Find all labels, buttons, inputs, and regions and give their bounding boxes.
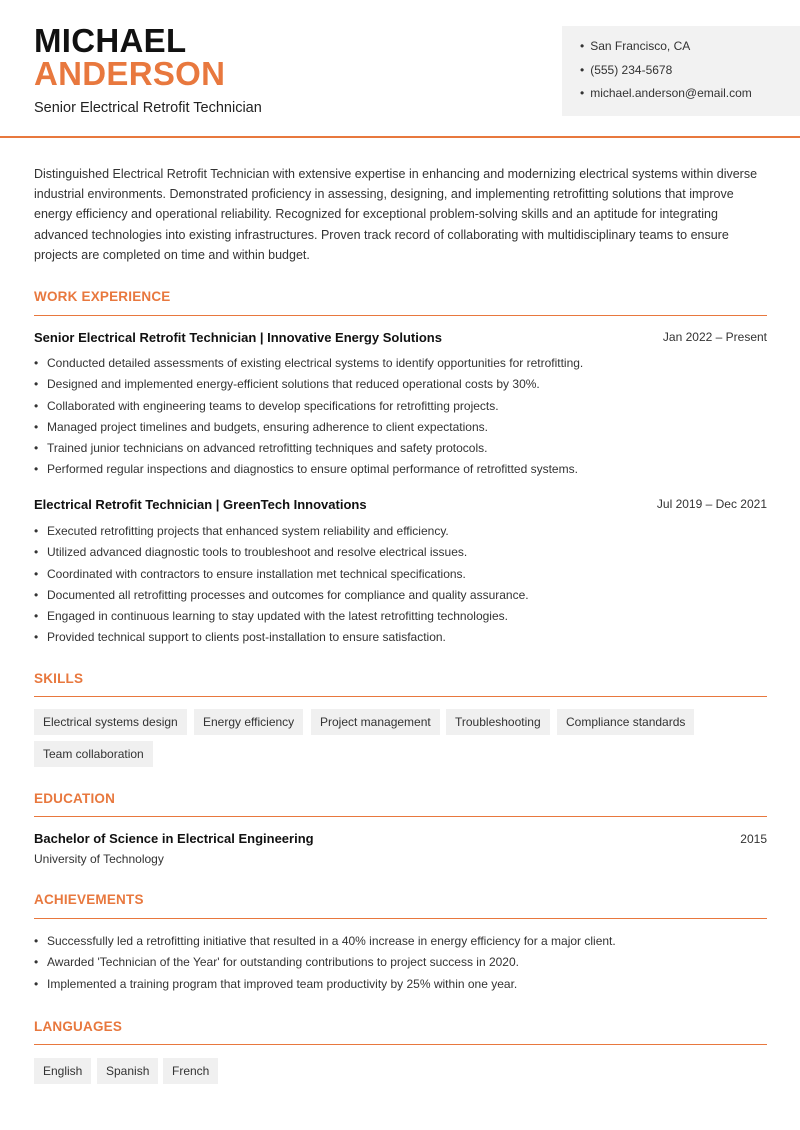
list-item: • Managed project timelines and budgets, ensuring adherence to client expectations. — [34, 419, 767, 440]
job-header — [34, 330, 767, 345]
section-title-achievements: ACHIEVEMENTS — [34, 892, 144, 907]
resume-header — [0, 0, 800, 138]
education-degree: Bachelor of Science in Electrical Engineering — [34, 831, 314, 846]
list-item: • Engaged in continuous learning to stay updated with the latest retrofitting technologies. — [34, 608, 767, 629]
section-divider — [34, 696, 767, 697]
last-name: ANDERSON — [34, 55, 226, 92]
contact-box — [562, 26, 800, 116]
job-dates: Jul 2019 – Dec 2021 — [656, 497, 767, 511]
job-dates: Jan 2022 – Present — [662, 330, 767, 344]
contact-location: • San Francisco, CA — [580, 37, 800, 61]
education-year: 2015 — [740, 832, 767, 846]
skill-tag: Energy efficiency — [194, 709, 303, 735]
language-tag: French — [163, 1058, 218, 1084]
skill-tag: Troubleshooting — [446, 709, 550, 735]
section-divider — [34, 918, 767, 919]
section-divider — [34, 1044, 767, 1045]
language-tag: Spanish — [97, 1058, 158, 1084]
section-divider — [34, 315, 767, 316]
list-item: • Executed retrofitting projects that enhanced system reliability and efficiency. — [34, 523, 767, 544]
job-role: Senior Electrical Retrofit Technician | Innovative Energy Solutions — [34, 330, 442, 345]
contact-phone: • (555) 234-5678 — [580, 61, 800, 85]
skill-tag: Compliance standards — [557, 709, 694, 735]
skill-tag: Project management — [311, 709, 440, 735]
list-item: • Designed and implemented energy-efficient solutions that reduced operational costs by 30%. — [34, 376, 767, 397]
list-item: • Successfully led a retrofitting initiative that resulted in a 40% increase in energy efficiency for a major client. — [34, 933, 767, 954]
section-title-work: WORK EXPERIENCE — [34, 289, 171, 304]
list-item: • Awarded 'Technician of the Year' for outstanding contributions to project success in 2020. — [34, 954, 767, 975]
list-item: • Coordinated with contractors to ensure installation met technical specifications. — [34, 566, 767, 587]
list-item: • Documented all retrofitting processes and outcomes for compliance and quality assurance. — [34, 587, 767, 608]
language-tag: English — [34, 1058, 91, 1084]
list-item: • Collaborated with engineering teams to develop specifications for retrofitting projects. — [34, 398, 767, 419]
list-item: • Conducted detailed assessments of existing electrical systems to identify opportunities for retrofitting. — [34, 355, 767, 376]
skill-tag: Electrical systems design — [34, 709, 187, 735]
list-item: • Trained junior technicians on advanced retrofitting techniques and safety protocols. — [34, 440, 767, 461]
section-title-education: EDUCATION — [34, 791, 116, 806]
list-item: • Provided technical support to clients post-installation to ensure satisfaction. — [34, 629, 767, 650]
job-role: Electrical Retrofit Technician | GreenTech Innovations — [34, 497, 367, 512]
section-title-languages: LANGUAGES — [34, 1019, 123, 1034]
job-bullets — [34, 355, 767, 483]
section-title-skills: SKILLS — [34, 671, 84, 686]
job-bullets — [34, 523, 767, 651]
list-item: • Utilized advanced diagnostic tools to troubleshoot and resolve electrical issues. — [34, 544, 767, 565]
list-item: • Performed regular inspections and diagnostics to ensure optimal performance of retrofitted systems. — [34, 461, 767, 482]
achievement-bullets — [34, 933, 767, 997]
section-divider — [34, 816, 767, 817]
job-title: Senior Electrical Retrofit Technician — [34, 100, 262, 116]
skill-tag: Team collaboration — [34, 741, 153, 767]
contact-email[interactable]: • michael.anderson@email.com — [580, 84, 800, 108]
first-name: MICHAEL — [34, 22, 187, 59]
summary-paragraph: Distinguished Electrical Retrofit Technician with extensive expertise in enhancing and modernizing electrical systems within diverse industrial environments. Demonstrated proficiency in assessing, designing, and implementing retrofitting solutions that improve energy efficiency and operational reliability. Recognized for exceptional problem-solving skills and an aptitude for integrating advanced technologies into existing infrastructures. Proven track record of collaborating with multidisciplinary teams to ensure projects are completed on time and within budget. — [34, 167, 758, 262]
education-school: University of Technology — [34, 852, 164, 866]
job-header — [34, 497, 767, 512]
list-item: • Implemented a training program that improved team productivity by 25% within one year. — [34, 976, 767, 997]
